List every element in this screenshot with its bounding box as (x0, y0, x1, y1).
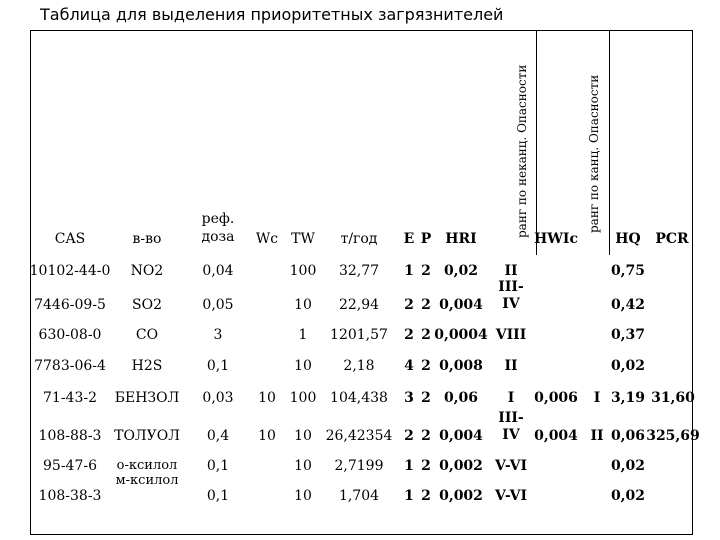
cell-tw: 10 (294, 458, 312, 474)
cell-hq: 0,02 (610, 488, 646, 504)
cell-dose: 0,1 (206, 458, 230, 474)
header-cas: CAS (54, 231, 86, 247)
cell-p: 2 (421, 390, 431, 406)
cell-dose: 0,03 (202, 390, 234, 406)
cell-e: 4 (404, 358, 414, 374)
cell-e: 3 (404, 390, 414, 406)
cell-tpy: 32,77 (338, 263, 380, 279)
cell-rank-nc: II (504, 263, 518, 279)
cell-p: 2 (421, 263, 431, 279)
cell-cas: 71-43-2 (43, 390, 97, 406)
cell-tpy: 1201,57 (330, 327, 388, 343)
cell-rank-nc: II (504, 358, 518, 374)
cell-rank-c: II (590, 428, 604, 444)
cell-hri: 0,0004 (434, 327, 488, 343)
cell-p: 2 (421, 458, 431, 474)
cell-hq: 0,02 (610, 358, 646, 374)
cell-hri: 0,02 (443, 263, 479, 279)
header-pcr: PCR (655, 231, 689, 247)
cell-tw: 100 (289, 390, 317, 406)
cell-hq: 0,06 (610, 428, 646, 444)
cell-dose: 0,05 (202, 297, 234, 313)
cell-substance: ТОЛУОЛ (114, 428, 180, 444)
rank-part: III- (498, 410, 524, 426)
cell-e: 1 (404, 263, 414, 279)
rank-part: IV (502, 296, 520, 312)
cell-tw: 100 (289, 263, 317, 279)
header-substance: в-во (132, 231, 162, 247)
rank-part: IV (502, 427, 520, 443)
header-hq: HQ (615, 231, 641, 247)
cell-substance: о-ксилол (116, 458, 178, 473)
cell-hri: 0,06 (443, 390, 479, 406)
header-e: E (403, 231, 415, 247)
cell-cas: 108-38-3 (38, 488, 102, 504)
cell-tpy: 1,704 (338, 488, 380, 504)
cell-hri: 0,004 (439, 428, 483, 444)
rank-part: III- (498, 279, 524, 295)
cell-tw: 10 (294, 297, 312, 313)
cell-hq: 0,75 (610, 263, 646, 279)
cell-wc: 10 (258, 390, 276, 406)
header-hri: HRI (445, 231, 477, 247)
cell-cas: 95-47-6 (43, 458, 97, 474)
cell-substance: NO2 (130, 263, 164, 279)
header-wc: Wc (255, 231, 279, 247)
cell-hq: 0,37 (610, 327, 646, 343)
cell-p: 2 (421, 297, 431, 313)
cell-e: 1 (404, 458, 414, 474)
cell-cas: 10102-44-0 (29, 263, 111, 279)
cell-substance: м-ксилол (115, 473, 179, 488)
header-ref-dose-line1: реф. (201, 211, 235, 227)
header-divider-2 (609, 30, 610, 255)
cell-rank-nc: I (507, 390, 515, 406)
cell-tpy: 2,18 (343, 358, 375, 374)
page-title: Таблица для выделения приоритетных загрязнителей (40, 5, 504, 24)
cell-rank-nc: V-VI (494, 458, 528, 474)
header-rank-noncarc: ранг по неканц. Опасности (515, 64, 529, 238)
cell-tw: 1 (298, 327, 308, 343)
cell-hq: 0,02 (610, 458, 646, 474)
cell-e: 2 (404, 327, 414, 343)
cell-hri: 0,004 (439, 297, 483, 313)
header-rank-carc: ранг по канц. Опасности (587, 74, 601, 233)
cell-rank-nc: VIII (495, 327, 527, 343)
header-ref-dose-line2: доза (201, 229, 235, 245)
cell-hri: 0,002 (439, 488, 483, 504)
cell-tw: 10 (294, 488, 312, 504)
cell-hri: 0,002 (439, 458, 483, 474)
cell-tw: 10 (294, 428, 312, 444)
cell-hwic: 0,006 (534, 390, 578, 406)
header-tpy: т/год (340, 231, 378, 247)
cell-p: 2 (421, 358, 431, 374)
cell-p: 2 (421, 488, 431, 504)
cell-wc: 10 (258, 428, 276, 444)
header-ref-dose (201, 210, 234, 246)
cell-substance: БЕНЗОЛ (114, 390, 180, 406)
cell-cas: 7783-06-4 (34, 358, 106, 374)
cell-cas: 108-88-3 (38, 428, 102, 444)
cell-dose: 0,4 (206, 428, 230, 444)
cell-p: 2 (421, 327, 431, 343)
cell-rank-nc (498, 410, 523, 444)
cell-cas: 7446-09-5 (34, 297, 106, 313)
cell-cas: 630-08-0 (38, 327, 102, 343)
cell-tw: 10 (294, 358, 312, 374)
cell-substance: H2S (131, 358, 163, 374)
cell-hwic: 0,004 (534, 428, 578, 444)
cell-rank-c: I (593, 390, 601, 406)
cell-dose: 0,04 (202, 263, 234, 279)
cell-dose: 0,1 (206, 358, 230, 374)
cell-tpy: 2,7199 (334, 458, 384, 474)
cell-rank-nc (498, 279, 523, 313)
cell-e: 2 (404, 297, 414, 313)
cell-e: 2 (404, 428, 414, 444)
cell-tpy: 22,94 (338, 297, 380, 313)
header-tw: TW (291, 231, 315, 247)
cell-rank-nc: V-VI (494, 488, 528, 504)
header-p: P (420, 231, 432, 247)
cell-hq: 0,42 (610, 297, 646, 313)
cell-dose: 3 (213, 327, 223, 343)
cell-hri: 0,008 (439, 358, 483, 374)
cell-p: 2 (421, 428, 431, 444)
cell-pcr: 325,69 (646, 428, 700, 444)
cell-tpy: 104,438 (330, 390, 388, 406)
cell-substance: CO (135, 327, 159, 343)
cell-pcr: 31,60 (651, 390, 695, 406)
cell-hq: 3,19 (610, 390, 646, 406)
cell-dose: 0,1 (206, 488, 230, 504)
header-hwic: HWIc (533, 231, 579, 247)
cell-substance: SO2 (132, 297, 162, 313)
cell-e: 1 (404, 488, 414, 504)
cell-tpy: 26,42354 (325, 428, 393, 444)
header-divider-1 (536, 30, 537, 255)
